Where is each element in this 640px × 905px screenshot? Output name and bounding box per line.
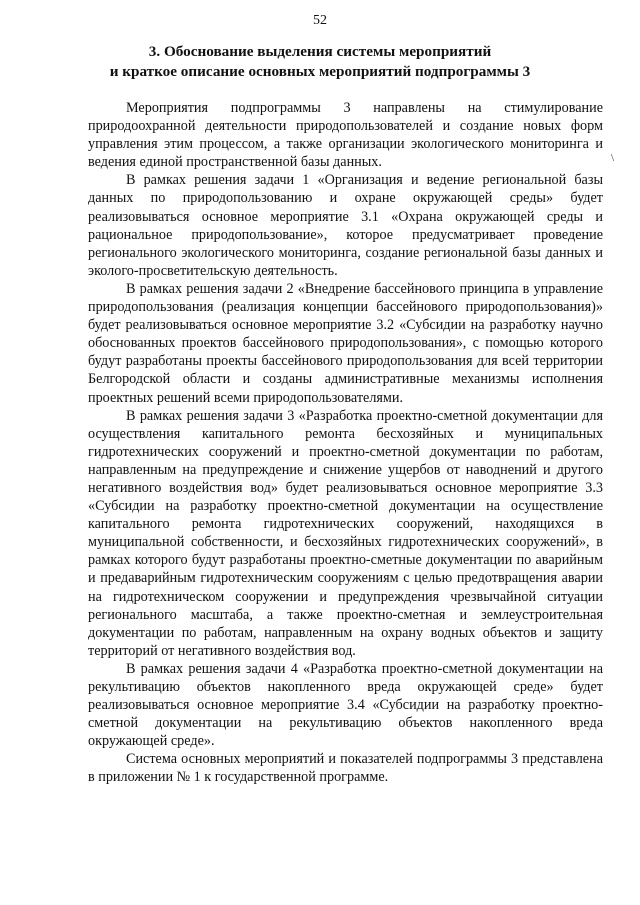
body-text bbox=[88, 99, 603, 787]
section-heading-line-1: 3. Обоснование выделения системы мероприятий bbox=[148, 43, 492, 60]
section-heading bbox=[70, 42, 570, 82]
margin-mark: \ bbox=[611, 152, 615, 164]
paragraph: В рамках решения задачи 3 «Разработка проектно-сметной документации для осуществления капитального ремонта бесхозяйных и муниципальных гидротехнических сооружений и проектно-сметной документации по работам, направленным на предупреждение и снижение ущербов от наводнений и другого негативного воздействия вод» будет реализовываться основное мероприятие 3.3 «Субсидии на разработку проектно-сметной документации на осуществление капитального ремонта гидротехнических сооружений, находящихся в муниципальной собственности, и бесхозяйных гидротехнических сооружений», в рамках которого будут разработаны проектно-сметные документации по аварийным и предаварийным гидротехническим сооружениям с целью предотвращения аварии на гидротехническом сооружении и предупреждения чрезвычайной ситуации регионального масштаба, а также проектно-сметная и землеустроительная документации по работам, направленным на охрану водных объектов и защиту территорий от негативного воздействия вод. bbox=[88, 407, 603, 659]
section-heading-line-2: и краткое описание основных мероприятий подпрограммы 3 bbox=[109, 63, 531, 80]
paragraph: В рамках решения задачи 2 «Внедрение бассейнового принципа в управление природопользования (реализация концепции бассейнового природопользования)» будет реализовываться основное мероприятие 3.2 «Субсидии на разработку научно обоснованных проектов бассейнового природопользования», с помощью которого будут разработаны проекты бассейнового природопользования для всей территории Белгородской области и созданы административные механизмы исполнения проектных решений всеми природопользователями. bbox=[88, 280, 603, 406]
paragraph: В рамках решения задачи 1 «Организация и ведение региональной базы данных по природопользованию и охране окружающей среды» будет реализовываться основное мероприятие 3.1 «Охрана окружающей среды и рациональное природопользование», которое предусматривает проведение регионального экологического мониторинга, создание региональной базы данных и эколого-просветительскую деятельность. bbox=[88, 172, 603, 279]
paragraph: Мероприятия подпрограммы 3 направлены на стимулирование природоохранной деятельности природопользователей и создание новых форм управления этим процессом, а также организации экологического мониторинга и ведения единой пространственной базы данных. bbox=[88, 100, 603, 171]
paragraph: В рамках решения задачи 4 «Разработка проектно-сметной документации на рекультивацию объектов накопленного вреда окружающей среде» будет реализовываться основное мероприятие 3.4 «Субсидии на разработку проектно-сметной документации на рекультивацию объектов накопленного вреда окружающей среде». bbox=[88, 660, 603, 750]
page-number: 52 bbox=[313, 13, 327, 28]
paragraph: Система основных мероприятий и показателей подпрограммы 3 представлена в приложении № 1 к государственной программе. bbox=[88, 751, 603, 786]
